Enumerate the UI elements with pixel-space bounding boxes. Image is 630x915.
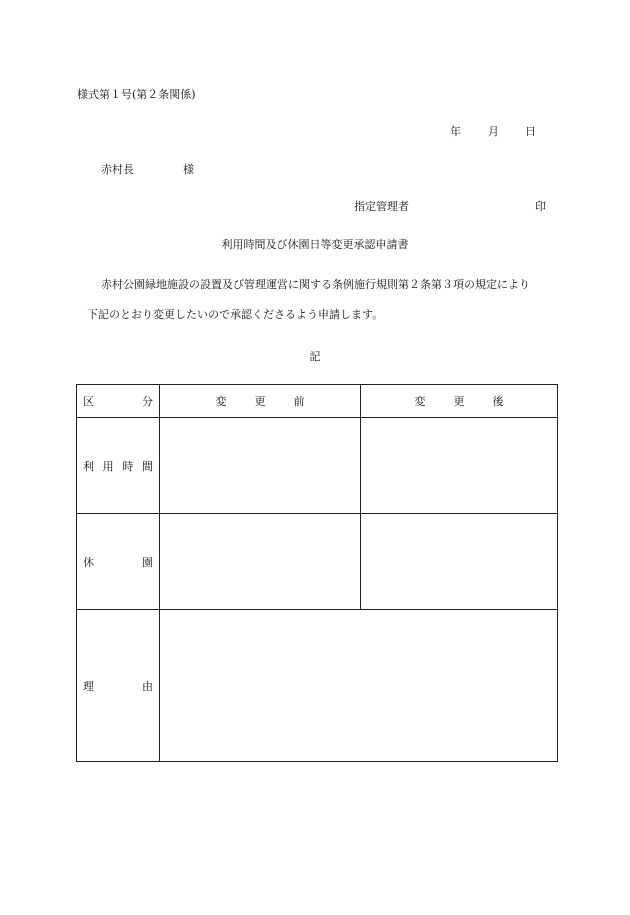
table-header-row bbox=[77, 385, 558, 418]
addressee-name: 赤村長 bbox=[101, 163, 134, 176]
date-day-label: 日 bbox=[525, 125, 536, 138]
date-month-label: 月 bbox=[488, 125, 499, 138]
closed-days-after-cell[interactable] bbox=[361, 514, 558, 610]
row-label-closed-days: 休 園 bbox=[77, 514, 160, 610]
usage-hours-before-cell[interactable] bbox=[160, 418, 361, 514]
applicant-label: 指定管理者 bbox=[354, 200, 409, 213]
usage-hours-after-cell[interactable] bbox=[361, 418, 558, 514]
applicant bbox=[354, 198, 546, 214]
document-title: 利用時間及び休園日等変更承認申請書 bbox=[221, 238, 409, 251]
seal-mark: 印 bbox=[535, 200, 546, 213]
addressee bbox=[101, 161, 194, 177]
header-category: 区 分 bbox=[77, 385, 160, 418]
addressee-honorific: 様 bbox=[183, 163, 194, 176]
header-after: 変 更 後 bbox=[361, 385, 558, 418]
date-line bbox=[450, 123, 536, 139]
row-label-reason: 理 由 bbox=[77, 610, 160, 762]
application-table bbox=[76, 384, 558, 762]
table-row-closed-days bbox=[77, 514, 558, 610]
body-text-line-2: 下記のとおり変更したいので承認くださるよう申請します。 bbox=[87, 308, 384, 321]
table-row-usage-hours bbox=[77, 418, 558, 514]
date-year-label: 年 bbox=[450, 125, 461, 138]
table-row-reason bbox=[77, 610, 558, 762]
row-label-usage-hours: 利 用 時 間 bbox=[77, 418, 160, 514]
form-number: 様式第１号(第２条関係) bbox=[77, 88, 196, 101]
header-before: 変 更 前 bbox=[160, 385, 361, 418]
body-text-line-1: 赤村公園緑地施設の設置及び管理運営に関する条例施行規則第２条第３項の規定により bbox=[101, 278, 530, 291]
closed-days-before-cell[interactable] bbox=[160, 514, 361, 610]
ki-heading: 記 bbox=[309, 350, 321, 363]
reason-cell[interactable] bbox=[160, 610, 558, 762]
